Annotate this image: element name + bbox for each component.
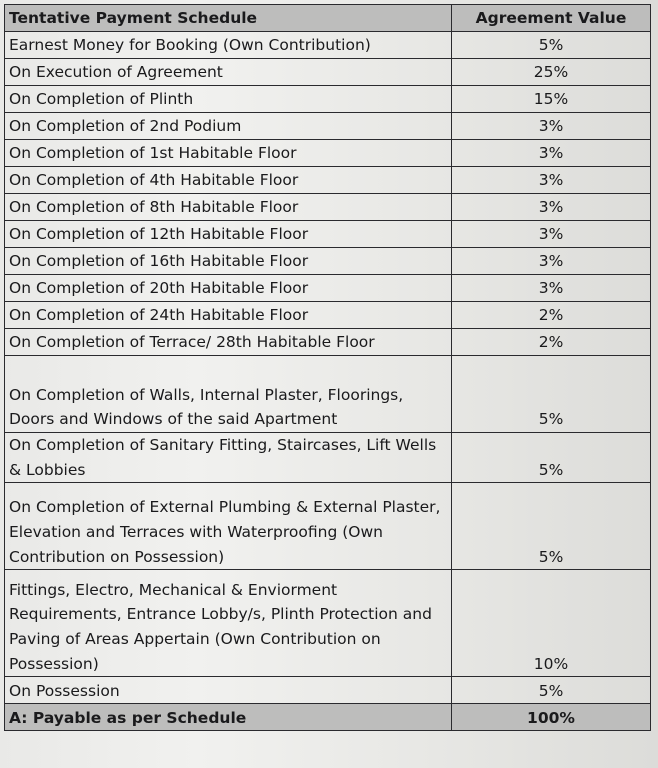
value-cell: 25% (452, 59, 651, 86)
stage-cell: Earnest Money for Booking (Own Contribution) (5, 32, 452, 59)
value-cell: 3% (452, 275, 651, 302)
value-cell: 5% (452, 32, 651, 59)
stage-cell: On Possession (5, 677, 452, 704)
total-label: A: Payable as per Schedule (5, 704, 452, 731)
stage-cell: On Execution of Agreement (5, 59, 452, 86)
stage-cell: On Completion of Plinth (5, 86, 452, 113)
stage-cell: On Completion of 1st Habitable Floor (5, 140, 452, 167)
table-row (5, 356, 651, 433)
table-row (5, 32, 651, 59)
table-row (5, 221, 651, 248)
value-cell: 3% (452, 167, 651, 194)
stage-cell: On Completion of 8th Habitable Floor (5, 194, 452, 221)
table-row (5, 433, 651, 483)
stage-cell: On Completion of Walls, Internal Plaster, Floorings, Doors and Windows of the said Apartment (5, 356, 452, 433)
table-row (5, 483, 651, 570)
table-row (5, 194, 651, 221)
stage-cell: On Completion of 4th Habitable Floor (5, 167, 452, 194)
table-row (5, 86, 651, 113)
table-row (5, 59, 651, 86)
value-cell: 3% (452, 113, 651, 140)
value-cell: 15% (452, 86, 651, 113)
total-value: 100% (452, 704, 651, 731)
value-cell: 5% (452, 483, 651, 570)
value-cell: 3% (452, 221, 651, 248)
table-row (5, 302, 651, 329)
table-row (5, 329, 651, 356)
value-cell: 3% (452, 140, 651, 167)
table-row (5, 167, 651, 194)
header-stage: Tentative Payment Schedule (5, 5, 452, 32)
table-header-row (5, 5, 651, 32)
stage-cell: On Completion of 20th Habitable Floor (5, 275, 452, 302)
value-cell: 5% (452, 677, 651, 704)
total-row (5, 704, 651, 731)
value-cell: 2% (452, 302, 651, 329)
stage-cell: On Completion of Sanitary Fitting, Staircases, Lift Wells & Lobbies (5, 433, 452, 483)
table-row (5, 140, 651, 167)
table-row (5, 113, 651, 140)
header-value: Agreement Value (452, 5, 651, 32)
value-cell: 5% (452, 356, 651, 433)
payment-schedule-table (4, 4, 651, 731)
value-cell: 3% (452, 248, 651, 275)
table-row (5, 275, 651, 302)
stage-cell: Fittings, Electro, Mechanical & Enviorment Requirements, Entrance Lobby/s, Plinth Protection and Paving of Areas Appertain (Own Contribution on Possession) (5, 570, 452, 677)
stage-cell: On Completion of 2nd Podium (5, 113, 452, 140)
value-cell: 5% (452, 433, 651, 483)
stage-cell: On Completion of External Plumbing & External Plaster, Elevation and Terraces with Waterproofing (Own Contribution on Possession) (5, 483, 452, 570)
table-row (5, 248, 651, 275)
table-row (5, 677, 651, 704)
stage-cell: On Completion of 16th Habitable Floor (5, 248, 452, 275)
value-cell: 10% (452, 570, 651, 677)
table-row (5, 570, 651, 677)
stage-cell: On Completion of 24th Habitable Floor (5, 302, 452, 329)
value-cell: 2% (452, 329, 651, 356)
value-cell: 3% (452, 194, 651, 221)
stage-cell: On Completion of Terrace/ 28th Habitable Floor (5, 329, 452, 356)
stage-cell: On Completion of 12th Habitable Floor (5, 221, 452, 248)
